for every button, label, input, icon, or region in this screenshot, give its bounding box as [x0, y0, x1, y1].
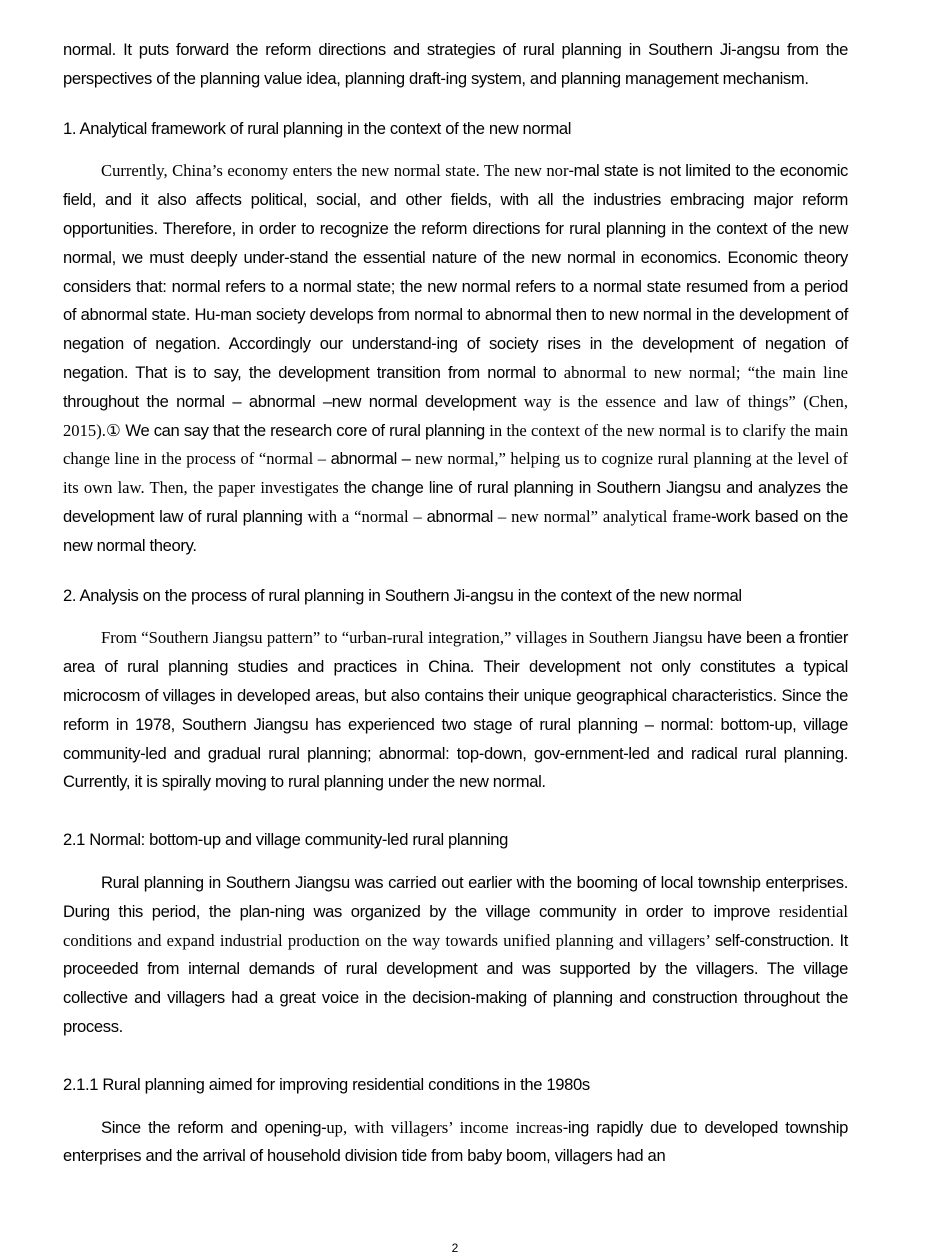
- section-1-heading: 1. Analytical framework of rural planning in the context of the new normal: [63, 118, 572, 138]
- section-1-paragraph: Currently, China’s economy enters the new normal state. The new nor-mal state is not limited to the economic field, and it also affects political, social, and other fields, with all the industries embracing major reform opportunities. Therefore, in order to recognize the reform directions for rural planning in the context of the new normal, we must deeply under-stand the essential nature of the new normal in economics. Economic theory considers that: normal refers to a normal state; the new normal refers to a normal state resumed from a period of abnormal state. Hu-man society develops from normal to abnormal then to new normal in the development of negation of negation. Accordingly our understand-ing of society rises in the development of negation of negation. That is to say, the development transition from normal to abnormal to new normal; “the main line throughout the normal – abnormal –new normal development way is the essence and law of things” (Chen, 2015).① We can say that the research core of rural planning in the context of the new normal is to clarify the main change line in the process of “normal – abnormal – new normal,” helping us to cognize rural planning at the level of its own law. Then, the paper investigates the change line of rural planning in Southern Jiangsu and analyzes the development law of rural planning with a “normal – abnormal – new normal” analytical frame-work based on the new normal theory.: [63, 161, 848, 555]
- page-number: 2: [451, 1241, 459, 1255]
- section-2-1-1-heading: 2.1.1 Rural planning aimed for improving residential conditions in the 1980s: [63, 1074, 590, 1094]
- section-2-paragraph: From “Southern Jiangsu pattern” to “urban-rural integration,” villages in Southern Jiangsu have been a frontier area of rural planning studies and practices in China. Their development not only constitutes a typical microcosm of villages in developed areas, but also contains their unique geographical characteristics. Since the reform in 1978, Southern Jiangsu has experienced two stage of rural planning – normal: bottom-up, village community-led and gradual rural planning; abnormal: top-down, gov-ernment-led and radical rural planning. Currently, it is spirally moving to rural planning under the new normal.: [63, 628, 848, 792]
- section-2-1-1-paragraph: Since the reform and opening-up, with villagers’ income increas-ing rapidly due to developed township enterprises and the arrival of household division tide from baby boom, villagers had an: [63, 1117, 848, 1166]
- section-2-1-heading: 2.1 Normal: bottom-up and village community-led rural planning: [63, 830, 508, 850]
- section-2-1-paragraph: Rural planning in Southern Jiangsu was carried out earlier with the booming of local township enterprises. During this period, the plan-ning was organized by the village community in order to improve residential conditions and expand industrial production on the way towards unified planning and villagers’ self-construction. It proceeded from internal demands of rural development and was supported by the villagers. The village collective and villagers had a great voice in the decision-making of planning and construction throughout the process.: [63, 872, 848, 1036]
- page-content: [63, 36, 848, 1171]
- section-2-heading: 2. Analysis on the process of rural planning in Southern Ji-angsu in the context of the new normal: [63, 585, 742, 605]
- intro-paragraph: normal. It puts forward the reform directions and strategies of rural planning in Southern Ji-angsu from the perspectives of the planning value idea, planning draft-ing system, and planning management mechanism.: [63, 40, 848, 88]
